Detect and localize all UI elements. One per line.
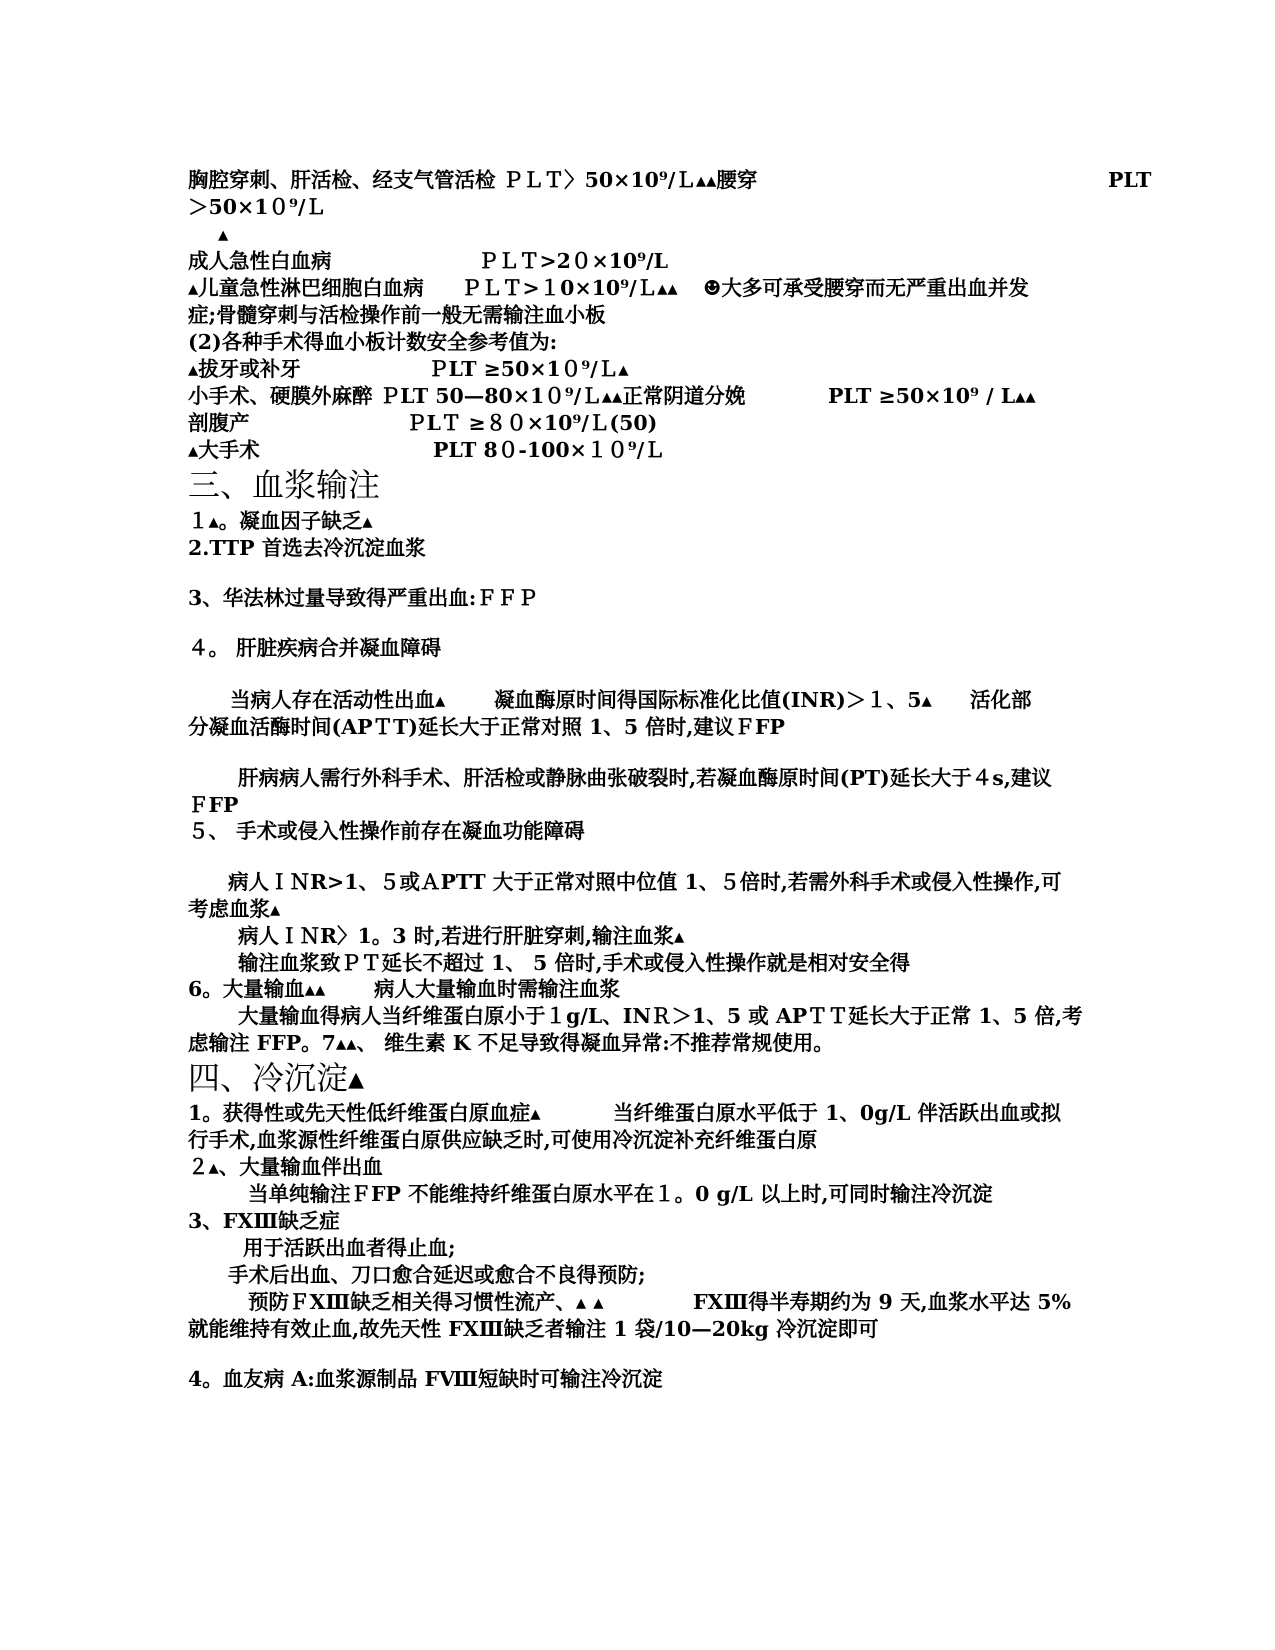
document-page: 胸腔穿刺、肝活检、经支气管活检 ＰＬＴ〉50×10⁹/Ｌ▴▴腰穿 PLT ＞50×1０⁹/Ｌ ▴ 成人急性白血病 ＰＬＴ>2０×10⁹/L ▴儿童急性淋巴细胞白血病 ＰＬＴ>１0×10⁹/Ｌ▴▴ ☻大多可承受腰穿而无严重出血并发 症;骨髓穿刺与活检操作前一般无需输注血小板 (2)各种手术得血小板计数安全参考值为: ▴拔牙或补牙 ＰLT ≥50×1０⁹/Ｌ▴ 小手术、硬膜外麻醉 ＰLT 50—80×1０⁹/Ｌ▴▴正常阴道分娩 PLT ≥50×10⁹ / L▴▴ 剖腹产 ＰLＴ ≥８０×10⁹/Ｌ(50) ▴大手术 PLT 8０-100×１０⁹/Ｌ 三、血浆输注 １▴。凝血因子缺乏▴ 2.TTP 首选去冷沉淀血浆 3、华法林过量导致得严重出血:ＦＦＰ ４。 肝脏疾病合并凝血障碍 当病人存在活动性出血▴ 凝血酶原时间得国际标准化比值(INR)＞１、5▴ 活化部 分凝血活酶时间(APＴT)延长大于正常对照 1、5 倍时,建议ＦFP 肝病病人需行外科手术、肝活检或静脉曲张破裂时,若凝血酶原时间(PT)延长大于４s,建议 ＦFP ５、 手术或侵入性操作前存在凝血功能障碍 病人ＩＮR>1、５或ＡPTT 大于正常对照中位值 1、５倍时,若需外科手术或侵入性操作,可 考虑血浆▴ 病人ＩＮR〉1。3 时,若进行肝脏穿刺,输注血浆▴ 输注血浆致ＰＴ延长不超过 1、 5 倍时,手术或侵入性操作就是相对安全得 6。大量输血▴▴ 病人大量输血时需输注血浆 大量输血得病人当纤维蛋白原小于１g/L、INＲ＞1、5 或 APＴＴ延长大于正常 1、5 倍,考 虑输注 FFP。7▴▴、 维生素 K 不足导致得凝血异常:不推荐常规使用。 四、冷沉淀▴ 1。获得性或先天性低纤维蛋白原血症▴ 当纤维蛋白原水平低于 1、0g/L 伴活跃出血或拟 行手术,血浆源性纤维蛋白原供应缺乏时,可使用冷沉淀补充纤维蛋白原 ２▴、大量输血伴出血 当单纯输注ＦFP 不能维持纤维蛋白原水平在１。0 g/L 以上时,可同时输注冷沉淀 3、FⅩⅢ缺乏症 用于活跃出血者得止血; 手术后出血、刀口愈合延迟或愈合不良得预防; 预防ＦⅩⅢ缺乏相关得习惯性流产、▴ ▴ FⅩⅢ得半寿期约为 9 天,血浆水平达 5% 就能维持有效止血,故先天性 FⅩⅢ缺乏者输注 1 袋/10—20kg 冷沉淀即可 4。血友病 A:血浆源制品 FⅧ短缺时可输注冷沉淀 [188,168,1152,1391]
